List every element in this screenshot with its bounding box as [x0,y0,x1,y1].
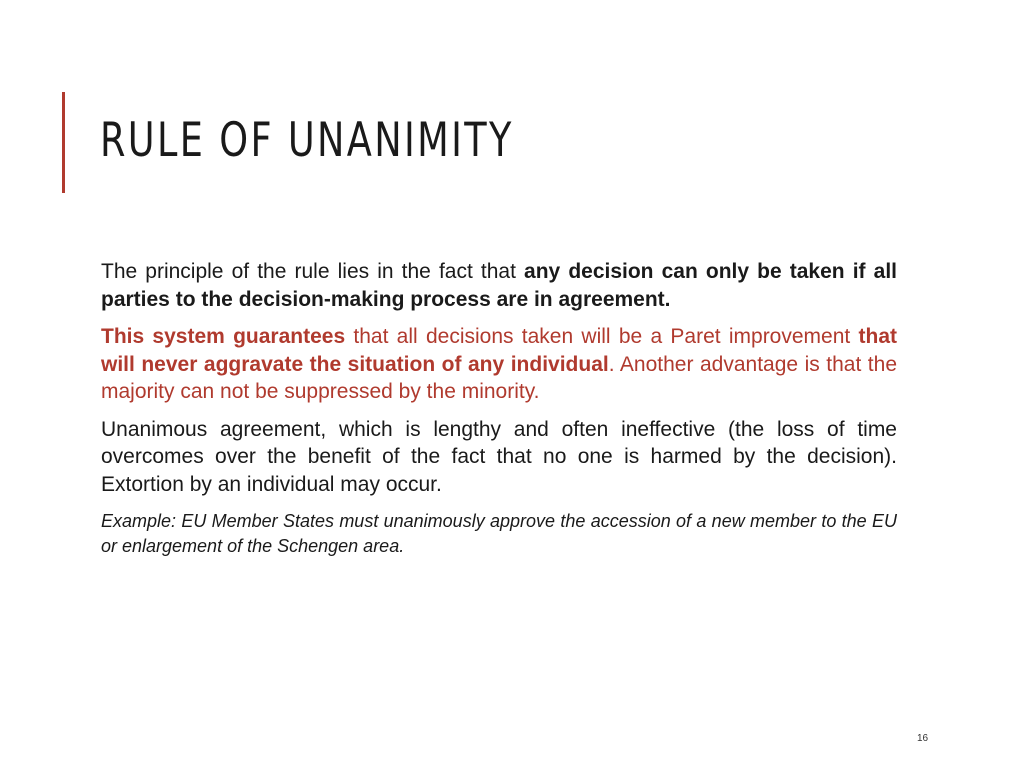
guarantee-emphasis-text: This system guarantees [101,325,346,348]
slide-body [101,258,897,559]
principle-emphasis-text: any decision can only be taken if all parties to the decision-making process are in agreement. [101,260,897,311]
slide-title: RULE OF UNANIMITY [100,113,514,168]
paragraph-drawbacks: Unanimous agreement, which is lengthy and often ineffective (the loss of time overcomes over the benefit of the fact that no one is harmed by the decision). Extortion by an individual may occur. [101,417,897,496]
paragraph-guarantee [101,323,897,406]
advantage-text: . Another advantage is that the majority can not be suppressed by the minority. [101,352,897,403]
aggravate-emphasis-text: that will never aggravate the situation of any individual [101,325,897,376]
paragraph-principle [101,258,897,313]
principle-intro-text: The principle of the rule lies in the fact that [101,260,525,283]
page-number: 16 [917,733,929,744]
title-accent-bar [62,92,65,193]
paragraph-example: Example: EU Member States must unanimously approve the accession of a new member to the EU or enlargement of the Schengen area. [101,511,897,556]
guarantee-text: that all decisions taken will be a Paret improvement [345,325,859,348]
